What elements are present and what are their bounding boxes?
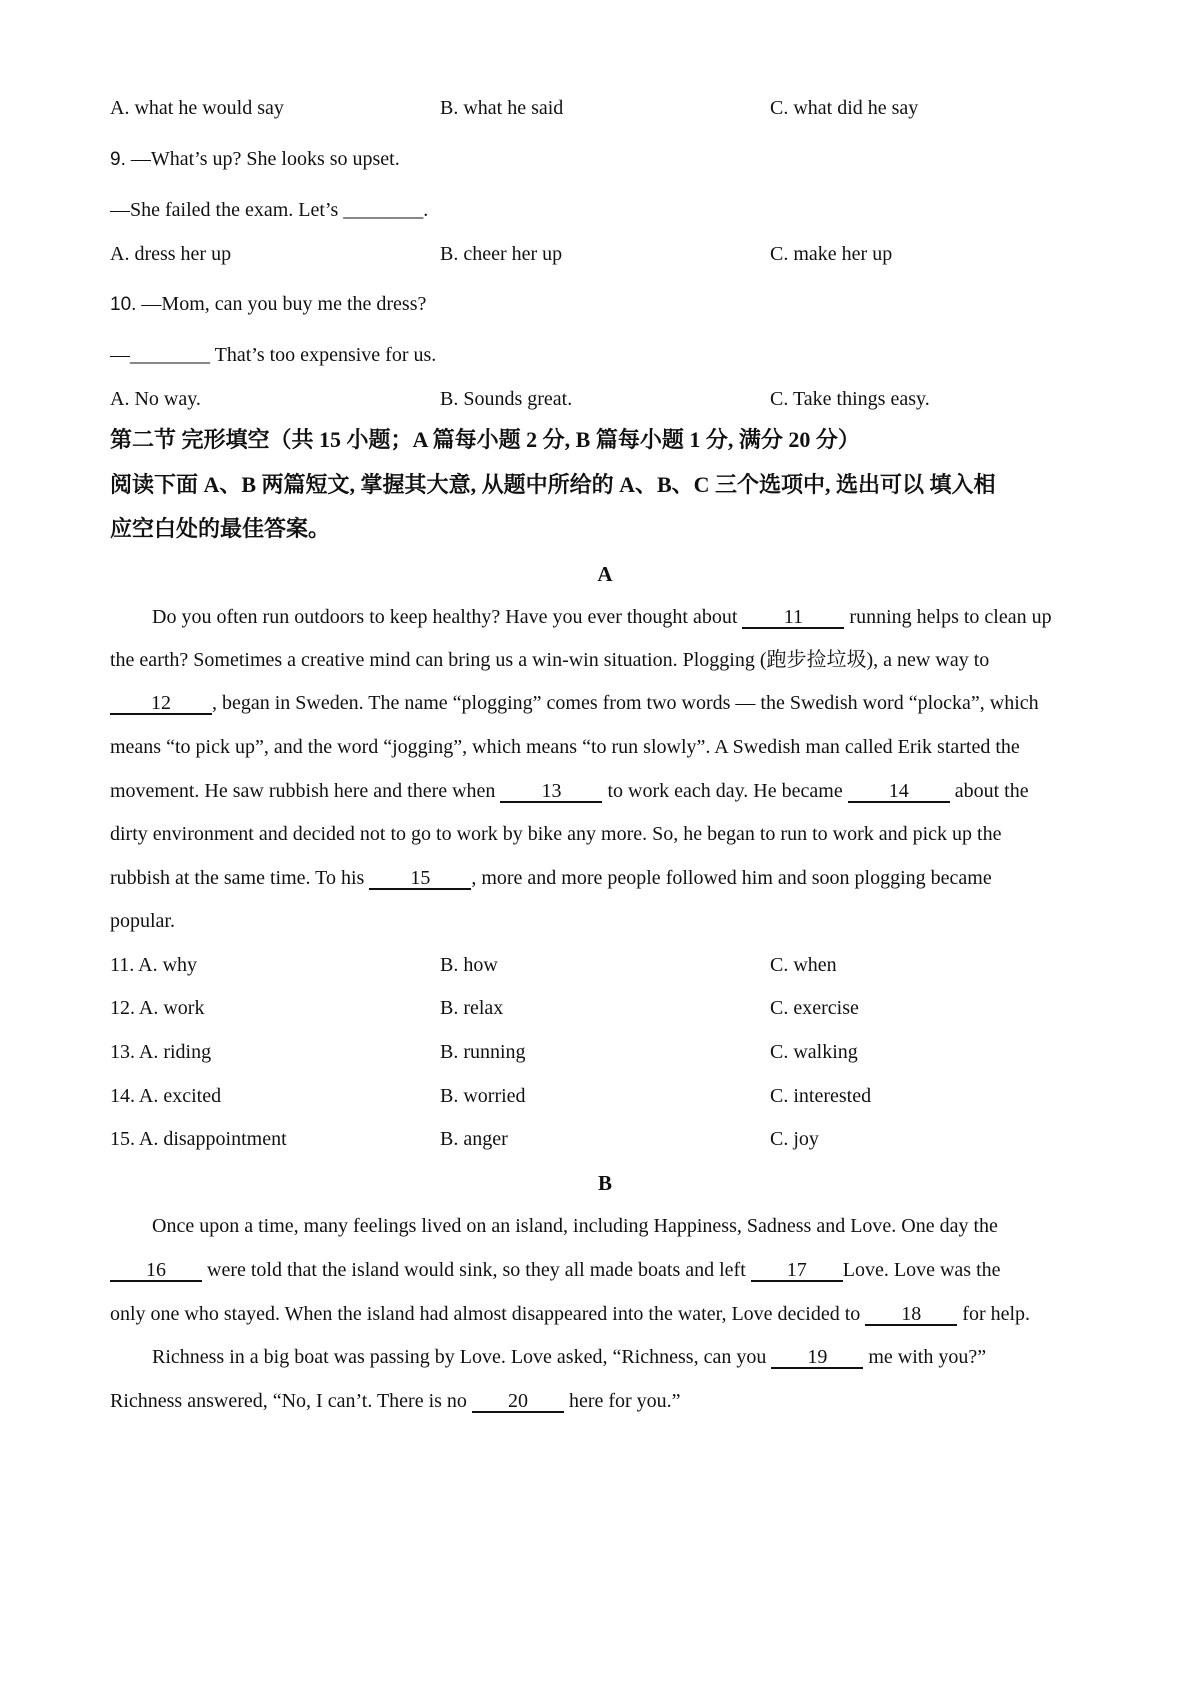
section-instructions-1: 阅读下面 A、B 两篇短文, 掌握其大意, 从题中所给的 A、B、C 三个选项中, 选出可以 填入相 [110, 472, 996, 497]
text-fragment: Richness in a big boat was passing by Love. Love asked, “Richness, can you [152, 1346, 772, 1368]
q10-number: 10. [110, 294, 137, 315]
passage-b-line-2 [110, 1258, 1001, 1282]
q10-stem [110, 292, 426, 317]
passage-a-line-4: means “to pick up”, and the word “jogging”, which means “to run slowly”. A Swedish man called Erik started the [110, 736, 1020, 758]
q11-option-a: 11. A. why [110, 954, 198, 976]
blank-19: 19 [771, 1347, 863, 1369]
passage-a-line-1 [152, 605, 1052, 629]
blank-16: 16 [110, 1260, 202, 1282]
passage-b-heading: B [597, 1171, 612, 1195]
q14-option-a: 14. A. excited [110, 1085, 222, 1107]
q13-option-a: 13. A. riding [110, 1041, 212, 1063]
q8-option-b: B. what he said [440, 97, 564, 119]
text-fragment: , more and more people followed him and soon plogging became [471, 867, 992, 889]
text-fragment: Love. Love was the [842, 1259, 1001, 1281]
passage-a-line-7 [110, 866, 992, 890]
q15-option-a: 15. A. disappointment [110, 1128, 287, 1150]
text-fragment: were told that the island would sink, so they all made boats and left [202, 1259, 751, 1281]
passage-a-line-5 [110, 779, 1029, 803]
q9-option-a: A. dress her up [110, 243, 232, 265]
text-fragment: Do you often run outdoors to keep healthy? Have you ever thought about [152, 606, 743, 628]
q10-option-b: B. Sounds great. [440, 388, 573, 410]
q8-option-c: C. what did he say [770, 97, 919, 119]
q9-line2: —She failed the exam. Let’s ________. [110, 199, 429, 221]
text-fragment: to work each day. He became [602, 780, 848, 802]
q12-option-b: B. relax [440, 997, 504, 1019]
blank-17: 17 [751, 1260, 843, 1282]
q10-line2: —________ That’s too expensive for us. [110, 344, 437, 366]
passage-b-line-3 [110, 1302, 1030, 1326]
q9-stem [110, 147, 400, 172]
q10-option-a: A. No way. [110, 388, 201, 410]
text-fragment: only one who stayed. When the island had almost disappeared into the water, Love decided to [110, 1303, 866, 1325]
q9-option-b: B. cheer her up [440, 243, 563, 265]
q15-option-b: B. anger [440, 1128, 508, 1150]
text-fragment: running helps to clean up [844, 606, 1052, 628]
text-fragment: here for you.” [563, 1390, 681, 1412]
q10-line1: —Mom, can you buy me the dress? [141, 293, 427, 315]
blank-11: 11 [742, 607, 844, 629]
text-fragment: me with you?” [863, 1346, 987, 1368]
q8-option-a: A. what he would say [110, 97, 284, 119]
passage-a-line-6: dirty environment and decided not to go to work by bike any more. So, he began to run to work and pick up the [110, 823, 1002, 845]
blank-18: 18 [865, 1304, 957, 1326]
blank-15: 15 [369, 868, 471, 890]
q10-option-c: C. Take things easy. [770, 388, 930, 410]
text-fragment: , began in Sweden. The name “plogging” comes from two words — the Swedish word “plocka”, which [212, 692, 1039, 714]
blank-13: 13 [500, 781, 602, 803]
passage-a-line-3 [110, 691, 1039, 715]
text-fragment: for help. [957, 1303, 1031, 1325]
blank-20: 20 [472, 1391, 564, 1413]
passage-b-line-4 [152, 1345, 986, 1369]
passage-b-line-5 [110, 1389, 681, 1413]
section-title: 第二节 完形填空（共 15 小题；A 篇每小题 2 分, B 篇每小题 1 分, 满分 20 分） [110, 427, 860, 452]
q11-option-b: B. how [440, 954, 498, 976]
q13-option-b: B. running [440, 1041, 526, 1063]
q11-option-c: C. when [770, 954, 837, 976]
q15-option-c: C. joy [770, 1128, 819, 1150]
q13-option-c: C. walking [770, 1041, 858, 1063]
blank-14: 14 [848, 781, 950, 803]
passage-a-line-2: the earth? Sometimes a creative mind can bring us a win-win situation. Plogging (跑步捡垃圾), a new way to [110, 649, 990, 671]
q14-option-c: C. interested [770, 1085, 872, 1107]
q9-line1: —What’s up? She looks so upset. [130, 148, 400, 170]
q12-option-a: 12. A. work [110, 997, 205, 1019]
q9-number: 9. [110, 149, 126, 170]
q14-option-b: B. worried [440, 1085, 526, 1107]
passage-a-line-8: popular. [110, 910, 175, 932]
passage-b-line-1: Once upon a time, many feelings lived on an island, including Happiness, Sadness and Love. One day the [152, 1215, 998, 1237]
text-fragment: about the [949, 780, 1029, 802]
text-fragment: rubbish at the same time. To his [110, 867, 370, 889]
section-instructions-2: 应空白处的最佳答案。 [110, 516, 331, 541]
text-fragment: movement. He saw rubbish here and there when [110, 780, 501, 802]
text-fragment: Richness answered, “No, I can’t. There is no [110, 1390, 472, 1412]
q12-option-c: C. exercise [770, 997, 859, 1019]
q9-option-c: C. make her up [770, 243, 893, 265]
blank-12: 12 [110, 693, 212, 715]
passage-a-heading: A [597, 562, 613, 586]
